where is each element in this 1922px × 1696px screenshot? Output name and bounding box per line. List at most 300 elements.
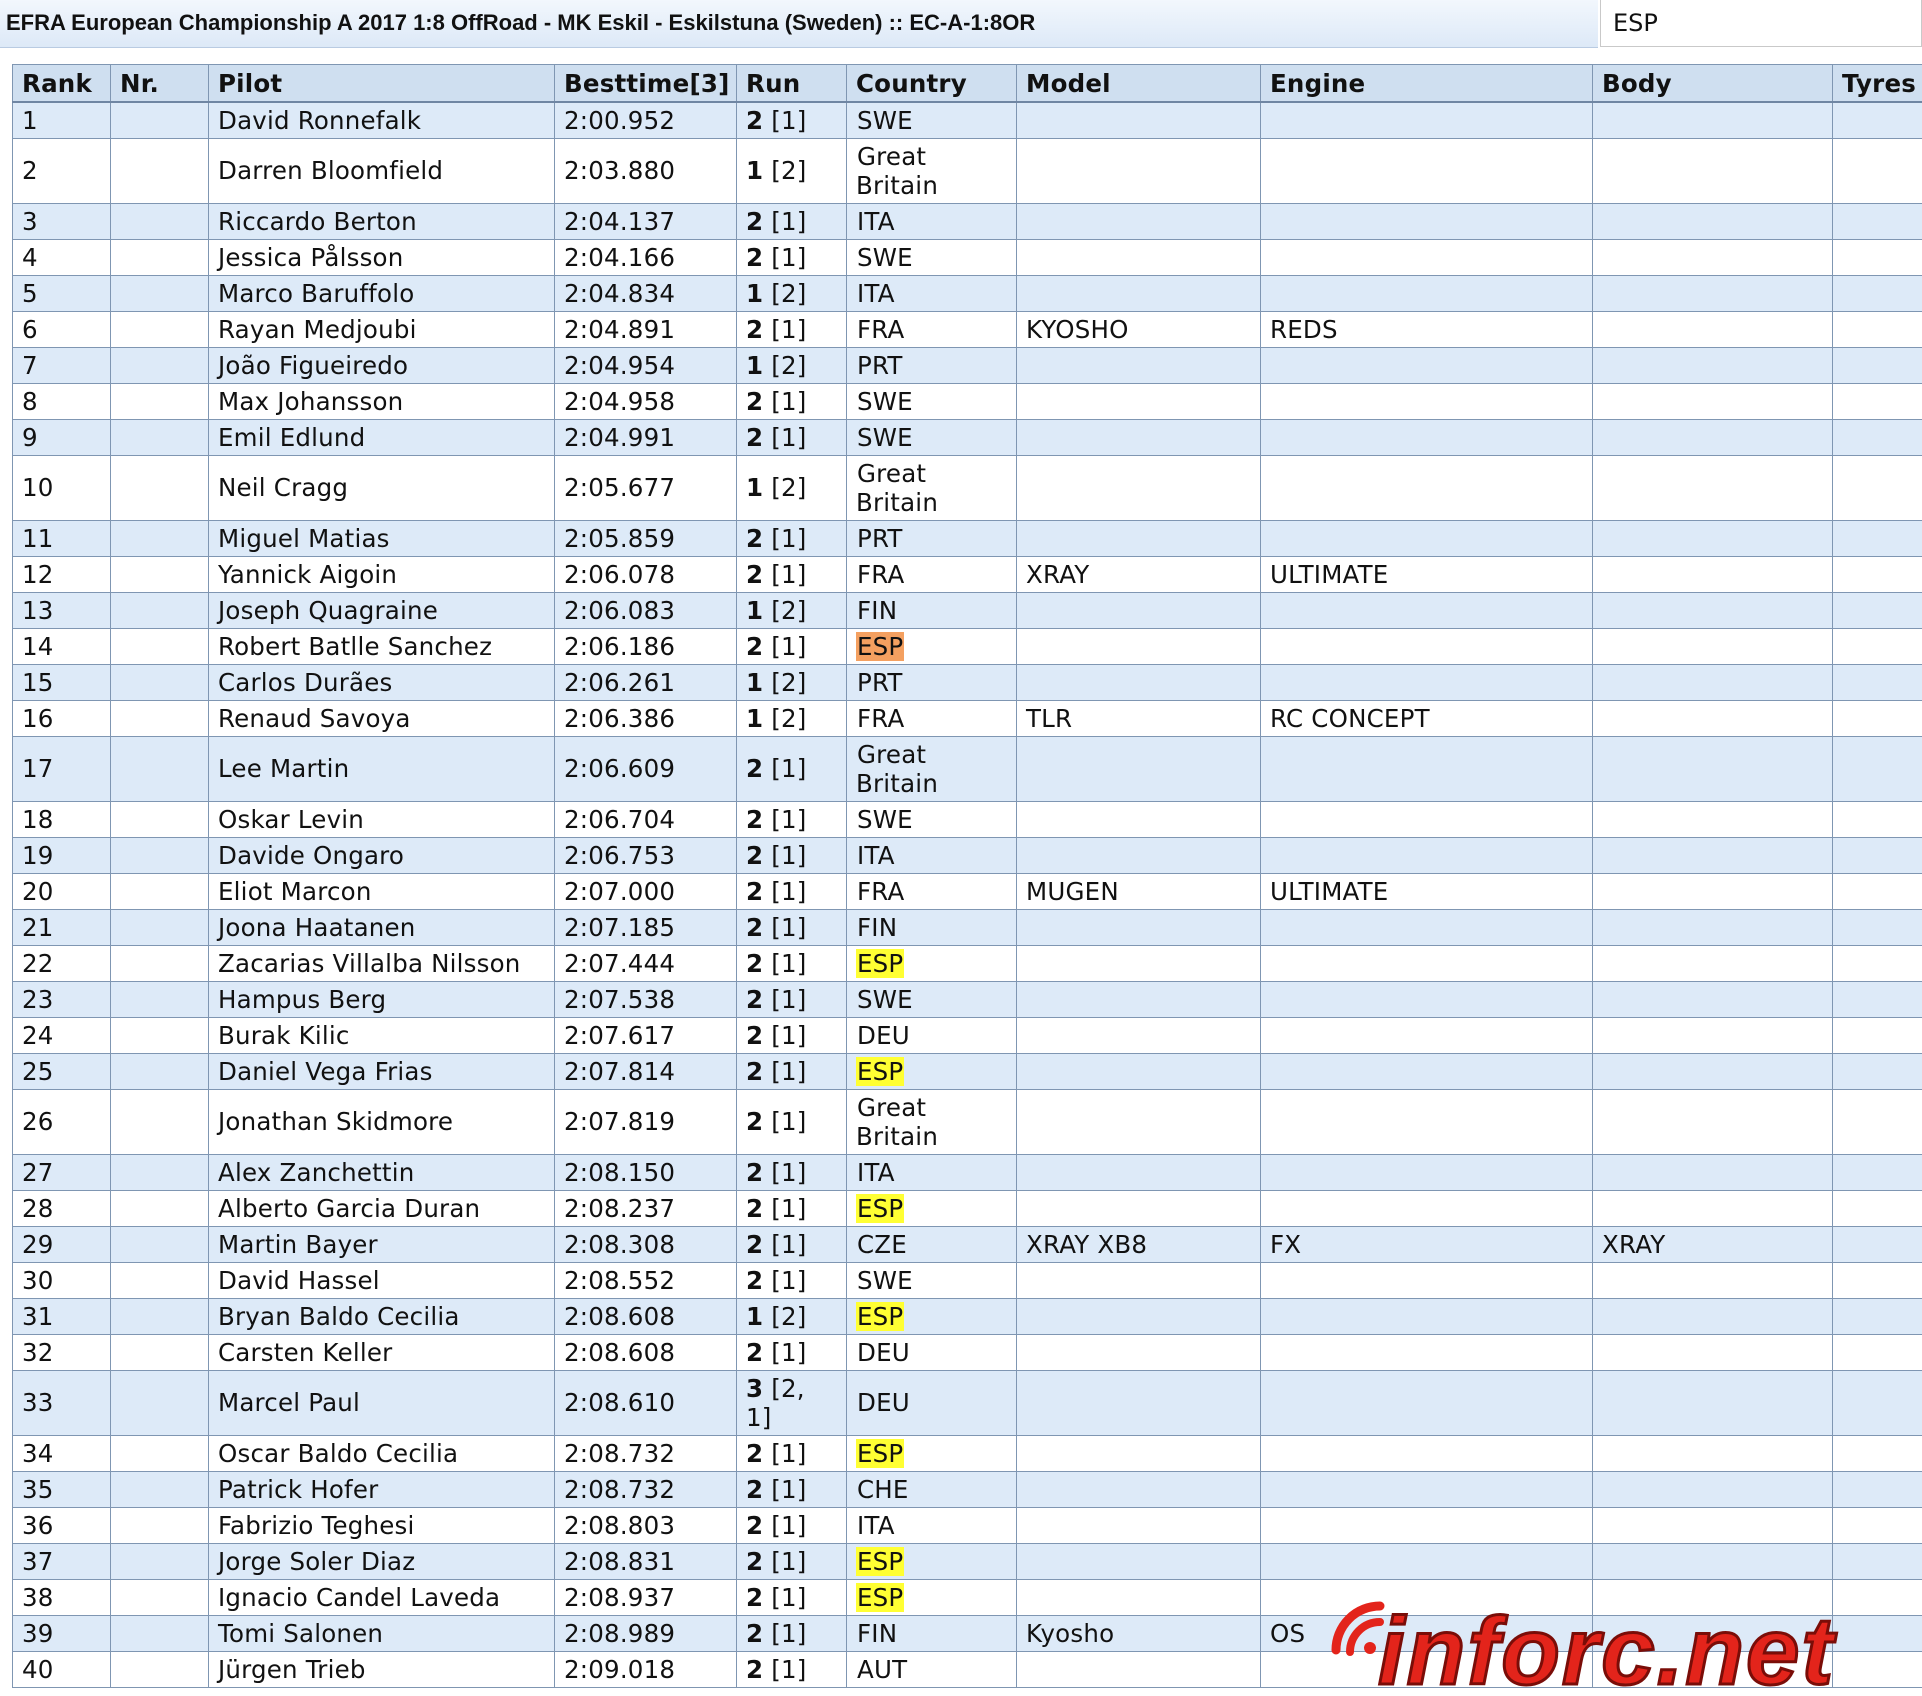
cell-besttime: 2:07.444 (555, 945, 737, 981)
cell-rank: 7 (13, 347, 111, 383)
cell-model (1017, 981, 1261, 1017)
country-value: ITA (857, 1157, 895, 1187)
cell-country (847, 664, 1017, 700)
cell-rank: 39 (13, 1615, 111, 1651)
cell-pilot: Yannick Aigoin (209, 556, 555, 592)
cell-country (847, 801, 1017, 837)
cell-nr (111, 1089, 209, 1154)
run-number: [1] (771, 206, 807, 236)
table-row[interactable] (13, 1507, 1922, 1543)
cell-rank: 16 (13, 700, 111, 736)
cell-engine (1261, 1262, 1593, 1298)
run-laps: 2 (746, 1229, 764, 1259)
cell-rank: 1 (13, 102, 111, 138)
cell-country (847, 1089, 1017, 1154)
cell-country (847, 1053, 1017, 1089)
cell-run (737, 1334, 847, 1370)
col-header-tyres[interactable]: Tyres (1833, 65, 1922, 103)
run-laps: 2 (746, 1654, 764, 1684)
cell-rank: 2 (13, 138, 111, 203)
cell-nr (111, 455, 209, 520)
cell-model (1017, 1471, 1261, 1507)
cell-model (1017, 1435, 1261, 1471)
table-row[interactable] (13, 628, 1922, 664)
cell-engine (1261, 239, 1593, 275)
run-number: [1] (771, 1229, 807, 1259)
cell-engine (1261, 1435, 1593, 1471)
cell-body (1593, 837, 1833, 873)
cell-tyres (1833, 1190, 1922, 1226)
cell-body (1593, 1298, 1833, 1334)
run-number: [1] (771, 1546, 807, 1576)
table-row[interactable] (13, 347, 1922, 383)
cell-engine (1261, 1543, 1593, 1579)
cell-run (737, 1262, 847, 1298)
run-laps: 2 (746, 314, 764, 344)
table-row[interactable] (13, 1089, 1922, 1154)
run-number: [1] (771, 948, 807, 978)
country-value: SWE (857, 804, 913, 834)
cell-country (847, 1190, 1017, 1226)
cell-run (737, 981, 847, 1017)
cell-engine: FX (1261, 1226, 1593, 1262)
cell-rank: 36 (13, 1507, 111, 1543)
cell-model (1017, 138, 1261, 203)
cell-body (1593, 138, 1833, 203)
table-row[interactable] (13, 592, 1922, 628)
cell-body (1593, 1334, 1833, 1370)
cell-country (847, 275, 1017, 311)
cell-rank: 22 (13, 945, 111, 981)
cell-besttime: 2:04.166 (555, 239, 737, 275)
country-value: AUT (857, 1654, 908, 1684)
table-row[interactable] (13, 1435, 1922, 1471)
run-number: [1] (771, 1056, 807, 1086)
run-number: [1] (771, 523, 807, 553)
cell-body (1593, 383, 1833, 419)
cell-model: MUGEN (1017, 873, 1261, 909)
country-value: ITA (857, 278, 895, 308)
cell-model (1017, 239, 1261, 275)
cell-run (737, 556, 847, 592)
run-laps: 2 (746, 1582, 764, 1612)
table-row[interactable] (13, 311, 1922, 347)
table-row[interactable] (13, 837, 1922, 873)
country-value: Great Britain (856, 141, 939, 200)
cell-pilot: Jessica Pålsson (209, 239, 555, 275)
run-number: [1] (771, 1510, 807, 1540)
table-row[interactable] (13, 736, 1922, 801)
table-row[interactable] (13, 1543, 1922, 1579)
run-laps: 2 (746, 1618, 764, 1648)
cell-pilot: Lee Martin (209, 736, 555, 801)
title-bar (0, 0, 1598, 48)
cell-tyres (1833, 1370, 1922, 1435)
cell-pilot: Fabrizio Teghesi (209, 1507, 555, 1543)
table-row[interactable] (13, 981, 1922, 1017)
country-value: DEU (857, 1388, 910, 1417)
cell-tyres (1833, 1262, 1922, 1298)
results-table-container[interactable] (12, 64, 1922, 1688)
cell-run (737, 383, 847, 419)
run-laps: 2 (746, 523, 764, 553)
cell-run (737, 1507, 847, 1543)
run-number: [1] (771, 1193, 807, 1223)
cell-pilot: Renaud Savoya (209, 700, 555, 736)
cell-model: XRAY (1017, 556, 1261, 592)
cell-tyres (1833, 138, 1922, 203)
col-header-engine[interactable]: Engine (1261, 65, 1593, 103)
cell-body (1593, 1190, 1833, 1226)
table-row[interactable] (13, 873, 1922, 909)
table-row[interactable] (13, 909, 1922, 945)
cell-model (1017, 102, 1261, 138)
cell-tyres (1833, 700, 1922, 736)
run-laps: 2 (746, 1337, 764, 1367)
cell-pilot: Carsten Keller (209, 1334, 555, 1370)
cell-model (1017, 1017, 1261, 1053)
cell-besttime: 2:00.952 (555, 102, 737, 138)
cell-engine (1261, 1298, 1593, 1334)
cell-body (1593, 520, 1833, 556)
cell-rank: 6 (13, 311, 111, 347)
cell-tyres (1833, 347, 1922, 383)
run-number: [1] (771, 1337, 807, 1367)
cell-country (847, 1334, 1017, 1370)
table-row[interactable] (13, 1370, 1922, 1435)
cell-tyres (1833, 455, 1922, 520)
cell-pilot: Max Johansson (209, 383, 555, 419)
table-row[interactable] (13, 1298, 1922, 1334)
cell-rank: 30 (13, 1262, 111, 1298)
col-header-rank[interactable]: Rank (13, 65, 111, 103)
cell-body (1593, 102, 1833, 138)
cell-besttime: 2:07.617 (555, 1017, 737, 1053)
cell-model (1017, 1154, 1261, 1190)
cell-rank: 18 (13, 801, 111, 837)
cell-rank: 20 (13, 873, 111, 909)
cell-pilot: Jorge Soler Diaz (209, 1543, 555, 1579)
country-value: ESP (857, 1582, 904, 1612)
cell-body (1593, 1017, 1833, 1053)
run-number: [2] (771, 667, 807, 697)
table-row[interactable] (13, 520, 1922, 556)
cell-country (847, 138, 1017, 203)
cell-tyres (1833, 102, 1922, 138)
cell-nr (111, 520, 209, 556)
cell-tyres (1833, 736, 1922, 801)
table-row[interactable] (13, 556, 1922, 592)
run-laps: 2 (746, 1546, 764, 1576)
cell-nr (111, 1262, 209, 1298)
cell-besttime: 2:08.803 (555, 1507, 737, 1543)
cell-tyres (1833, 275, 1922, 311)
cell-run (737, 419, 847, 455)
cell-rank: 32 (13, 1334, 111, 1370)
cell-pilot: David Ronnefalk (209, 102, 555, 138)
inforc-logo-watermark (1330, 1580, 1922, 1696)
cell-body (1593, 628, 1833, 664)
run-number: [1] (771, 840, 807, 870)
cell-nr (111, 592, 209, 628)
cell-rank: 27 (13, 1154, 111, 1190)
cell-besttime: 2:07.000 (555, 873, 737, 909)
run-laps: 1 (746, 156, 764, 185)
cell-run (737, 1370, 847, 1435)
run-laps: 2 (746, 105, 764, 135)
country-value: ITA (857, 206, 895, 236)
cell-besttime: 2:05.677 (555, 455, 737, 520)
cell-nr (111, 1471, 209, 1507)
cell-nr (111, 1579, 209, 1615)
cell-run (737, 102, 847, 138)
cell-besttime: 2:08.308 (555, 1226, 737, 1262)
run-number: [2] (771, 156, 807, 185)
cell-run (737, 520, 847, 556)
cell-nr (111, 700, 209, 736)
cell-besttime: 2:04.137 (555, 203, 737, 239)
run-laps: 2 (746, 1438, 764, 1468)
table-row[interactable] (13, 1471, 1922, 1507)
cell-nr (111, 1190, 209, 1226)
cell-run (737, 1190, 847, 1226)
cell-engine (1261, 520, 1593, 556)
table-row[interactable] (13, 1017, 1922, 1053)
cell-model (1017, 1651, 1261, 1687)
search-input[interactable] (1600, 0, 1922, 47)
cell-tyres (1833, 1298, 1922, 1334)
run-number: [1] (771, 1107, 807, 1136)
cell-rank: 14 (13, 628, 111, 664)
run-number: [1] (771, 912, 807, 942)
table-row[interactable] (13, 801, 1922, 837)
col-header-country[interactable]: Country (847, 65, 1017, 103)
cell-nr (111, 1543, 209, 1579)
table-row[interactable] (13, 275, 1922, 311)
cell-engine (1261, 419, 1593, 455)
cell-body (1593, 873, 1833, 909)
cell-country (847, 1579, 1017, 1615)
cell-pilot: Burak Kilic (209, 1017, 555, 1053)
cell-country (847, 383, 1017, 419)
col-header-nr[interactable]: Nr. (111, 65, 209, 103)
run-laps: 2 (746, 876, 764, 906)
cell-tyres (1833, 203, 1922, 239)
cell-engine (1261, 664, 1593, 700)
country-value: ESP (857, 948, 904, 978)
cell-country (847, 700, 1017, 736)
cell-country (847, 1017, 1017, 1053)
cell-tyres (1833, 1334, 1922, 1370)
country-value: ESP (857, 631, 904, 661)
cell-country (847, 419, 1017, 455)
cell-model (1017, 1089, 1261, 1154)
table-row[interactable] (13, 138, 1922, 203)
cell-body: XRAY (1593, 1226, 1833, 1262)
cell-pilot: Rayan Medjoubi (209, 311, 555, 347)
col-header-pilot[interactable]: Pilot (209, 65, 555, 103)
cell-engine: REDS (1261, 311, 1593, 347)
table-row[interactable] (13, 700, 1922, 736)
cell-engine (1261, 1370, 1593, 1435)
cell-rank: 29 (13, 1226, 111, 1262)
cell-besttime: 2:06.261 (555, 664, 737, 700)
cell-pilot: Hampus Berg (209, 981, 555, 1017)
cell-engine (1261, 801, 1593, 837)
col-header-model[interactable]: Model (1017, 65, 1261, 103)
col-header-body[interactable]: Body (1593, 65, 1833, 103)
cell-model: KYOSHO (1017, 311, 1261, 347)
cell-country (847, 347, 1017, 383)
cell-engine (1261, 1017, 1593, 1053)
cell-country (847, 873, 1017, 909)
cell-country (847, 592, 1017, 628)
cell-run (737, 1543, 847, 1579)
run-laps: 2 (746, 242, 764, 272)
cell-pilot: Joseph Quagraine (209, 592, 555, 628)
results-table-body (13, 102, 1922, 1687)
cell-run (737, 138, 847, 203)
cell-rank: 37 (13, 1543, 111, 1579)
cell-country (847, 556, 1017, 592)
country-value: SWE (857, 386, 913, 416)
cell-run (737, 700, 847, 736)
col-header-run[interactable]: Run (737, 65, 847, 103)
cell-pilot: Jonathan Skidmore (209, 1089, 555, 1154)
cell-pilot: Joona Haatanen (209, 909, 555, 945)
table-row[interactable] (13, 1053, 1922, 1089)
run-laps: 2 (746, 948, 764, 978)
cell-rank: 23 (13, 981, 111, 1017)
run-laps: 2 (746, 1056, 764, 1086)
table-row[interactable] (13, 419, 1922, 455)
country-value: SWE (857, 1265, 913, 1295)
cell-model (1017, 736, 1261, 801)
cell-tyres (1833, 1226, 1922, 1262)
cell-besttime: 2:08.608 (555, 1334, 737, 1370)
table-row[interactable] (13, 1334, 1922, 1370)
run-number: [1] (771, 1020, 807, 1050)
cell-besttime: 2:07.538 (555, 981, 737, 1017)
cell-run (737, 945, 847, 981)
cell-engine (1261, 1507, 1593, 1543)
cell-body (1593, 1370, 1833, 1435)
cell-engine (1261, 1190, 1593, 1226)
table-row[interactable] (13, 203, 1922, 239)
cell-pilot: Bryan Baldo Cecilia (209, 1298, 555, 1334)
table-row[interactable] (13, 664, 1922, 700)
table-row[interactable] (13, 102, 1922, 138)
cell-nr (111, 628, 209, 664)
cell-rank: 4 (13, 239, 111, 275)
table-row[interactable] (13, 455, 1922, 520)
country-value: PRT (857, 350, 903, 380)
cell-engine (1261, 736, 1593, 801)
cell-nr (111, 239, 209, 275)
cell-rank: 12 (13, 556, 111, 592)
cell-engine: OS (1261, 1615, 1593, 1651)
cell-model (1017, 1370, 1261, 1435)
cell-run (737, 1579, 847, 1615)
cell-run (737, 736, 847, 801)
cell-country (847, 981, 1017, 1017)
watermark-text: inforc.net (1378, 1598, 1836, 1696)
cell-engine (1261, 102, 1593, 138)
cell-nr (111, 1017, 209, 1053)
cell-pilot: Oskar Levin (209, 801, 555, 837)
run-laps: 2 (746, 559, 764, 589)
table-row[interactable] (13, 945, 1922, 981)
table-row[interactable] (13, 1190, 1922, 1226)
cell-run (737, 239, 847, 275)
cell-tyres (1833, 1507, 1922, 1543)
cell-country (847, 1435, 1017, 1471)
col-header-besttime[interactable]: Besttime[3] (555, 65, 737, 103)
country-value: Great Britain (856, 458, 939, 517)
cell-model (1017, 945, 1261, 981)
cell-tyres (1833, 909, 1922, 945)
cell-pilot: Patrick Hofer (209, 1471, 555, 1507)
cell-body (1593, 981, 1833, 1017)
run-number: [2] (771, 473, 807, 502)
cell-model (1017, 801, 1261, 837)
cell-country (847, 1298, 1017, 1334)
table-row[interactable] (13, 1226, 1922, 1262)
cell-body (1593, 1089, 1833, 1154)
cell-model (1017, 1579, 1261, 1615)
cell-besttime: 2:04.834 (555, 275, 737, 311)
cell-model (1017, 1334, 1261, 1370)
cell-country (847, 1615, 1017, 1651)
cell-run (737, 203, 847, 239)
cell-nr (111, 1370, 209, 1435)
cell-tyres (1833, 1471, 1922, 1507)
country-value: FIN (857, 1618, 898, 1648)
cell-run (737, 1017, 847, 1053)
cell-besttime: 2:08.831 (555, 1543, 737, 1579)
cell-pilot: David Hassel (209, 1262, 555, 1298)
run-number: [1] (771, 876, 807, 906)
cell-nr (111, 203, 209, 239)
table-row[interactable] (13, 1154, 1922, 1190)
cell-run (737, 275, 847, 311)
cell-nr (111, 1615, 209, 1651)
country-value: PRT (857, 523, 903, 553)
run-laps: 1 (746, 278, 764, 308)
cell-tyres (1833, 1017, 1922, 1053)
cell-engine (1261, 628, 1593, 664)
cell-engine (1261, 1334, 1593, 1370)
cell-model (1017, 628, 1261, 664)
cell-country (847, 1471, 1017, 1507)
run-laps: 2 (746, 386, 764, 416)
country-value: ESP (857, 1193, 904, 1223)
cell-besttime: 2:08.552 (555, 1262, 737, 1298)
table-row[interactable] (13, 239, 1922, 275)
run-number: [1] (771, 984, 807, 1014)
cell-pilot: Martin Bayer (209, 1226, 555, 1262)
cell-engine (1261, 945, 1593, 981)
run-number: [1] (771, 242, 807, 272)
cell-engine (1261, 383, 1593, 419)
country-value: Great Britain (856, 1092, 939, 1151)
table-row[interactable] (13, 383, 1922, 419)
table-row[interactable] (13, 1262, 1922, 1298)
run-number: [1] (771, 1582, 807, 1612)
cell-engine (1261, 837, 1593, 873)
run-number: [1] (771, 631, 807, 661)
cell-nr (111, 556, 209, 592)
